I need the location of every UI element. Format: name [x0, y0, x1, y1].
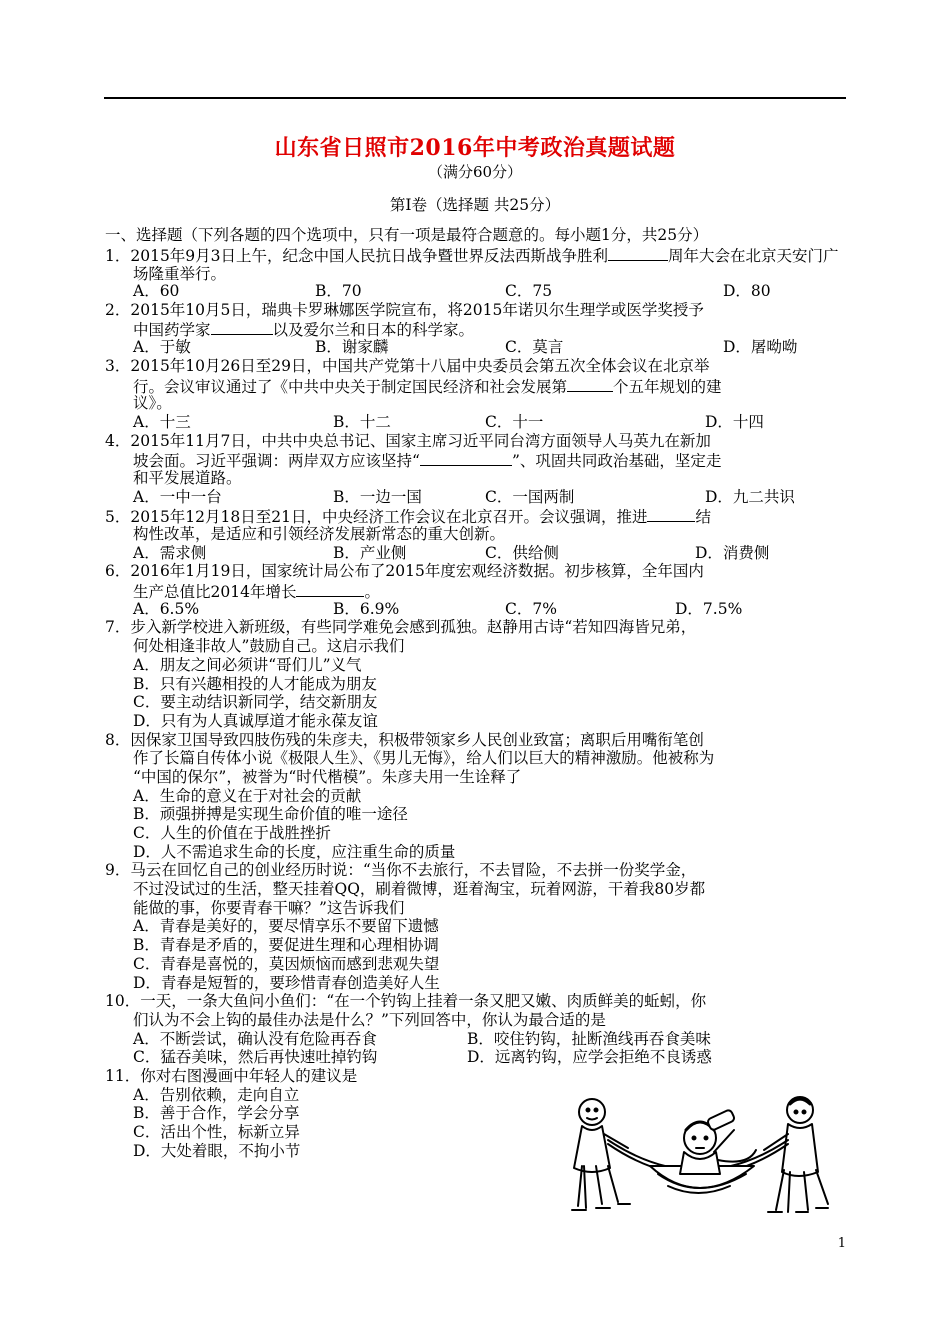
option-b: B．谢家麟: [315, 338, 389, 357]
option-a: A．不断尝试，确认没有危险再吞食: [133, 1029, 377, 1048]
option-a: A．告别依赖，走向自立: [133, 1085, 300, 1104]
cartoon-illustration: [568, 1090, 833, 1225]
top-rule: [104, 97, 846, 99]
question-4: 4．2015年11月7日，中共中央总书记、国家主席习近平同台湾方面领导人马英九在新加: [105, 431, 711, 450]
option-c: C．青春是喜悦的，莫因烦恼而感到悲观失望: [133, 954, 440, 973]
option-a: A．十三: [133, 412, 191, 431]
answer-blank: [296, 581, 364, 597]
question-8: 8．因保家卫国导致四肢伤残的朱彦夫，积极带领家乡人民创业致富；离职后用嘴衔笔创: [105, 730, 704, 749]
option-b: B．一边一国: [333, 487, 422, 506]
section-heading: 第Ⅰ卷（选择题 共25分）: [389, 196, 561, 214]
option-c: C．人生的价值在于战胜挫折: [133, 824, 331, 842]
option-b: B．善于合作，学会分享: [133, 1104, 300, 1123]
option-a: A．需求侧: [133, 543, 207, 562]
options-10-ab: [105, 1030, 850, 1049]
question-6: 6．2016年1月19日，国家统计局公布了2015年度宏观经济数据。初步核算，全年国内: [105, 562, 704, 581]
option-c: C．十一: [485, 412, 544, 431]
answer-blank: [567, 376, 613, 392]
option-c: C．莫言: [505, 338, 564, 357]
answer-blank: [647, 506, 695, 522]
question-2: 2．2015年10月5日，瑞典卡罗琳娜医学院宣布，将2015年诺贝尔生理学或医学奖授予: [105, 300, 704, 319]
option-d: D．青春是短暂的，要珍惜青春创造美好人生: [133, 973, 440, 992]
option-d: D．大处着眼，不拘小节: [133, 1141, 301, 1160]
options-2: [105, 338, 850, 357]
score-note: （满分60分）: [427, 163, 523, 181]
options-5: [105, 544, 850, 563]
options-1: [105, 282, 850, 301]
option-d: D．屠呦呦: [723, 338, 798, 357]
question-1: 1．2015年9月3日上午，纪念中国人民抗日战争暨世界反法西斯战争胜利 周年大会在北京天安门广场隆重举行。: [105, 246, 839, 284]
question-9: 9．马云在回忆自己的创业经历时说：“当你不去旅行，不去冒险，不去拼一份奖学金，: [105, 861, 697, 880]
page-number: 1: [837, 1236, 846, 1251]
option-a: A．生命的意义在于对社会的贡献: [133, 786, 362, 805]
question-body: 一、选择题（下列各题的四个选项中，只有一项是最符合题意的。每小题1分，共25分） 1．2015年9月3日上午，纪念中国人民抗日战争暨世界反法西斯战争胜利 周年大会在北京天安门广场隆重举行。 A．60 B．70 C．75 D．80 2．2015年10月5日，瑞典卡罗琳娜医学院宣布，将2015年诺贝尔生理学或医学奖授予 中国药学家 以及爱尔兰和日本的科学家。 A．于敏 B．谢家麟 C．莫言 D．屠呦呦 3．2015年10月26日至29日，中国共产党第十八届中央委员会第五次全体会议在北京举 行。会议审议通过了《中共中央关于制定国民经济和社会发展第 个五年规划的建 议》。 A．十三 B．十二 C．十一 D．十四 4．2015年11月7日，中共中央总书记、国家主席习近平同台湾方面领导人马英九在新加 坡会面。习近平强调：两岸双方应该坚持“ ”、巩固共同政治基础，坚定走 和平发展道路。 A．一中一台 B．一边一国 C．一国两制 D．九二共识 5．2015年12月18日至21日，中央经济工作会议在北京召开。会议强调，推进 结 构性改革，是适应和引领经济发展新常态的重大创新。 A．需求侧 B．产业侧 C．供给侧 D．消费侧 6．2016年1月19日，国家统计局公布了2015年度宏观经济数据。初步核算，全年国内 生产总值比2014年增长 。 A．6.5% B．6.9% C．7% D．7.5% 7．步入新学校进入新班级，有些同学难免会感到孤独。赵静用古诗“若知四海皆兄弟， 何处相逢非故人”鼓励自己。这启示我们 A．朋友之间必须讲“哥们儿”义气 B．只有兴趣相投的人才能成为朋友 C．要主动结识新同学，结交新朋友 D．只有为人真诚厚道才能永葆友谊 8．因保家卫国导致四肢伤残的朱彦夫，积极带领家乡人民创业致富；离职后用嘴衔笔创 作了长篇自传体小说《极限人生》、《男儿无悔》，给人们以巨大的精神激励。他被称为 “中国的保尔”，被誉为“时代楷模”。朱彦夫用一生诠释了 A．生命的意义在于对社会的贡献 B．顽强拼搏是实现生命价值的唯一途径 C．人生的价值在于战胜挫折 D．人不需追求生命的长度，应注重生命的质量 9．马云在回忆自己的创业经历时说：“当你不去旅行，不去冒险，不去拼一份奖学金， 不过没试过的生活，整天挂着QQ，刷着微博，逛着淘宝，玩着网游，干着我80岁都 能做的事，你要青春干嘛？”这告诉我们 A．青春是美好的，要尽情享乐不要留下遗憾 B．青春是矛盾的，要促进生理和心理相协调 C．青春是喜悦的，莫因烦恼而感到悲观失望 D．青春是短暂的，要珍惜青春创造美好人生 10．一天，一条大鱼问小鱼们：“在一个钓钩上挂着一条又肥又嫩、肉质鲜美的蚯蚓，你 们认为不会上钩的最佳办法是什么？”下列回答中，你认为最合适的是 A．不断尝试，确认没有危险再吞食 B．咬住钓钩，扯断渔线再吞食美味 C．猛吞美味，然后再快速吐掉钓钩 D．远离钓钩，应学会拒绝不良诱惑 11．你对右图漫画中年轻人的建议是 A．告别依赖，走向自立 B．善于合作，学会分享 C．活出个性，标新立异 D．大处着眼，不拘小节: [105, 226, 850, 1160]
option-b: B．十二: [333, 412, 391, 431]
option-a: A．一中一台: [133, 487, 222, 506]
option-b: B．咬住钓钩，扯断渔线再吞食美味: [467, 1029, 711, 1048]
answer-blank: [211, 319, 273, 335]
option-c: C．要主动结识新同学，结交新朋友: [133, 693, 378, 712]
question-3: 3．2015年10月26日至29日，中国共产党第十八届中央委员会第五次全体会议在北京举: [105, 356, 710, 375]
option-b: B．产业侧: [333, 543, 407, 562]
option-d: D．80: [723, 282, 771, 301]
answer-blank: [608, 245, 668, 261]
options-3: [105, 413, 850, 432]
option-b: B．只有兴趣相投的人才能成为朋友: [133, 674, 377, 693]
option-c: C．猛吞美味，然后再快速吐掉钓钩: [133, 1048, 378, 1067]
option-d: D．十四: [705, 412, 764, 431]
question-5: 5．2015年12月18日至21日，中央经济工作会议在北京召开。会议强调，推进 结: [105, 508, 711, 527]
option-b: B．6.9%: [333, 599, 400, 618]
option-c: C．7%: [505, 599, 557, 618]
option-c: C．活出个性，标新立异: [133, 1123, 300, 1141]
option-d: D．只有为人真诚厚道才能永葆友谊: [133, 711, 378, 730]
options-6: [105, 600, 850, 619]
option-b: B．70: [315, 282, 362, 301]
options-4: [105, 488, 850, 507]
option-a: A．于敏: [133, 338, 191, 357]
option-d: D．九二共识: [705, 487, 795, 506]
page-title: 山东省日照市2016年中考政治真题试题: [274, 135, 676, 161]
option-c: C．一国两制: [485, 487, 575, 506]
instructions: 一、选择题（下列各题的四个选项中，只有一项是最符合题意的。每小题1分，共25分）: [105, 226, 709, 244]
option-d: D．7.5%: [675, 599, 743, 618]
option-c: C．75: [505, 282, 553, 301]
option-b: B．青春是矛盾的，要促进生理和心理相协调: [133, 936, 439, 955]
option-d: D．远离钓钩，应学会拒绝不良诱惑: [467, 1048, 712, 1067]
option-d: D．人不需追求生命的长度，应注重生命的质量: [133, 842, 456, 861]
option-d: D．消费侧: [695, 543, 770, 562]
question-10: 10．一天，一条大鱼问小鱼们：“在一个钓钩上挂着一条又肥又嫩、肉质鲜美的蚯蚓，你: [105, 992, 707, 1011]
option-a: A．60: [133, 282, 180, 301]
option-a: A．朋友之间必须讲“哥们儿”义气: [133, 655, 362, 674]
answer-blank: [420, 450, 512, 466]
option-a: A．6.5%: [133, 599, 200, 618]
option-b: B．顽强拼搏是实现生命价值的唯一途径: [133, 805, 408, 824]
option-c: C．供给侧: [485, 543, 559, 562]
question-7: 7．步入新学校进入新班级，有些同学难免会感到孤独。赵静用古诗“若知四海皆兄弟，: [105, 618, 697, 637]
options-10-cd: [105, 1048, 850, 1067]
option-a: A．青春是美好的，要尽情享乐不要留下遗憾: [133, 917, 439, 936]
question-11: 11．你对右图漫画中年轻人的建议是: [105, 1066, 358, 1085]
